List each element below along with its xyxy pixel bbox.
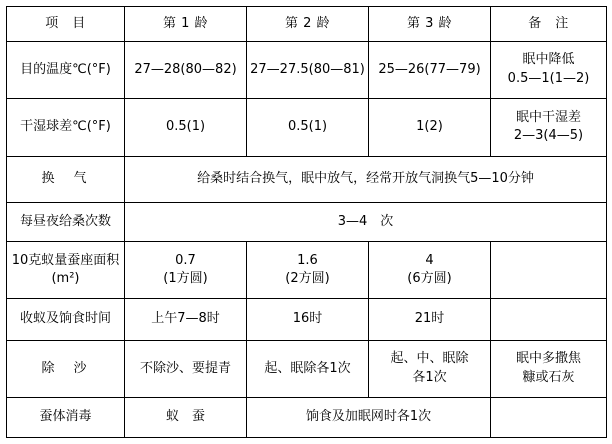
cell-temperature-remarks: [491, 42, 607, 99]
row-label-litter-cleaning: 除 沙: [7, 341, 125, 398]
cell-temperature-instar3: 25—26(77—79): [369, 42, 491, 99]
cell-area-remarks: [491, 242, 607, 299]
label-line-1: 10克蚁量蚕座面积: [11, 252, 120, 268]
row-label-body-disinfection: 蚕体消毒: [7, 398, 125, 438]
table-row: [7, 242, 607, 299]
header-cell-item: 项 目: [7, 7, 125, 42]
cell-time-remarks: [491, 299, 607, 341]
cell-feedings-all: 3—4 次: [125, 202, 607, 242]
table-row: [7, 299, 607, 341]
header-cell-remarks: 备 注: [491, 7, 607, 42]
cell-cleaning-instar1: 不除沙、要提青: [125, 341, 247, 398]
value-line-1: 起、中、眠除: [390, 351, 469, 367]
cell-area-instar1: [125, 242, 247, 299]
table-header-row: [7, 7, 607, 42]
note-line: (2方圆): [285, 271, 330, 287]
cell-disinfection-instar2-3: 饷食及加眠网时各1次: [247, 398, 491, 438]
remark-line-2: 糠或石灰: [522, 370, 575, 386]
remark-line-1: 眠中多撒焦: [515, 351, 581, 367]
cell-time-instar2: 16时: [247, 299, 369, 341]
remark-line-2: 0.5—1(1—2): [507, 71, 590, 87]
header-cell-instar3: 第 3 龄: [369, 7, 491, 42]
table-row: [7, 156, 607, 202]
value-line: 0.7: [175, 252, 196, 268]
cell-area-instar2: [247, 242, 369, 299]
cell-time-instar3: 21时: [369, 299, 491, 341]
table-row: [7, 42, 607, 99]
remark-line-1: 眠中降低: [522, 52, 575, 68]
header-cell-instar2: 第 2 龄: [247, 7, 369, 42]
table-row: [7, 341, 607, 398]
cell-cleaning-instar3: [369, 341, 491, 398]
cell-temperature-instar1: 27—28(80—82): [125, 42, 247, 99]
cell-cleaning-instar2: 起、眠除各1次: [247, 341, 369, 398]
row-label-collect-feed-time: 收蚁及饷食时间: [7, 299, 125, 341]
row-label-feedings: 每昼夜给桑次数: [7, 202, 125, 242]
cell-cleaning-remarks: [491, 341, 607, 398]
note-line: (6方圆): [407, 271, 452, 287]
cell-ventilation-all: 给桑时结合换气，眠中放气，经常开放气洞换气5—10分钟: [125, 156, 607, 202]
row-label-temperature: 目的温度℃(°F): [7, 42, 125, 99]
cell-temperature-instar2: 27—27.5(80—81): [247, 42, 369, 99]
table-row: [7, 202, 607, 242]
cell-wetdry-instar2: 0.5(1): [247, 99, 369, 156]
table-row: [7, 99, 607, 156]
cell-area-instar3: [369, 242, 491, 299]
cell-disinfection-instar1: 蚁 蚕: [125, 398, 247, 438]
value-line-2: 各1次: [412, 370, 447, 386]
label-line-2: (m²): [51, 271, 80, 287]
cell-wetdry-instar1: 0.5(1): [125, 99, 247, 156]
cell-wetdry-remarks: [491, 99, 607, 156]
remark-line-2: 2—3(4—5): [513, 128, 584, 144]
table-row: [7, 398, 607, 438]
cell-disinfection-remarks: [491, 398, 607, 438]
row-label-wet-dry-bulb: 干湿球差℃(°F): [7, 99, 125, 156]
value-line: 4: [425, 252, 434, 268]
value-line: 1.6: [297, 252, 318, 268]
row-label-ventilation: 换 气: [7, 156, 125, 202]
remark-line-1: 眠中干湿差: [515, 109, 581, 125]
rearing-standards-table: [6, 6, 607, 438]
note-line: (1方圆): [163, 271, 208, 287]
header-cell-instar1: 第 1 龄: [125, 7, 247, 42]
cell-time-instar1: 上午7—8时: [125, 299, 247, 341]
cell-wetdry-instar3: 1(2): [369, 99, 491, 156]
row-label-rearing-area: [7, 242, 125, 299]
